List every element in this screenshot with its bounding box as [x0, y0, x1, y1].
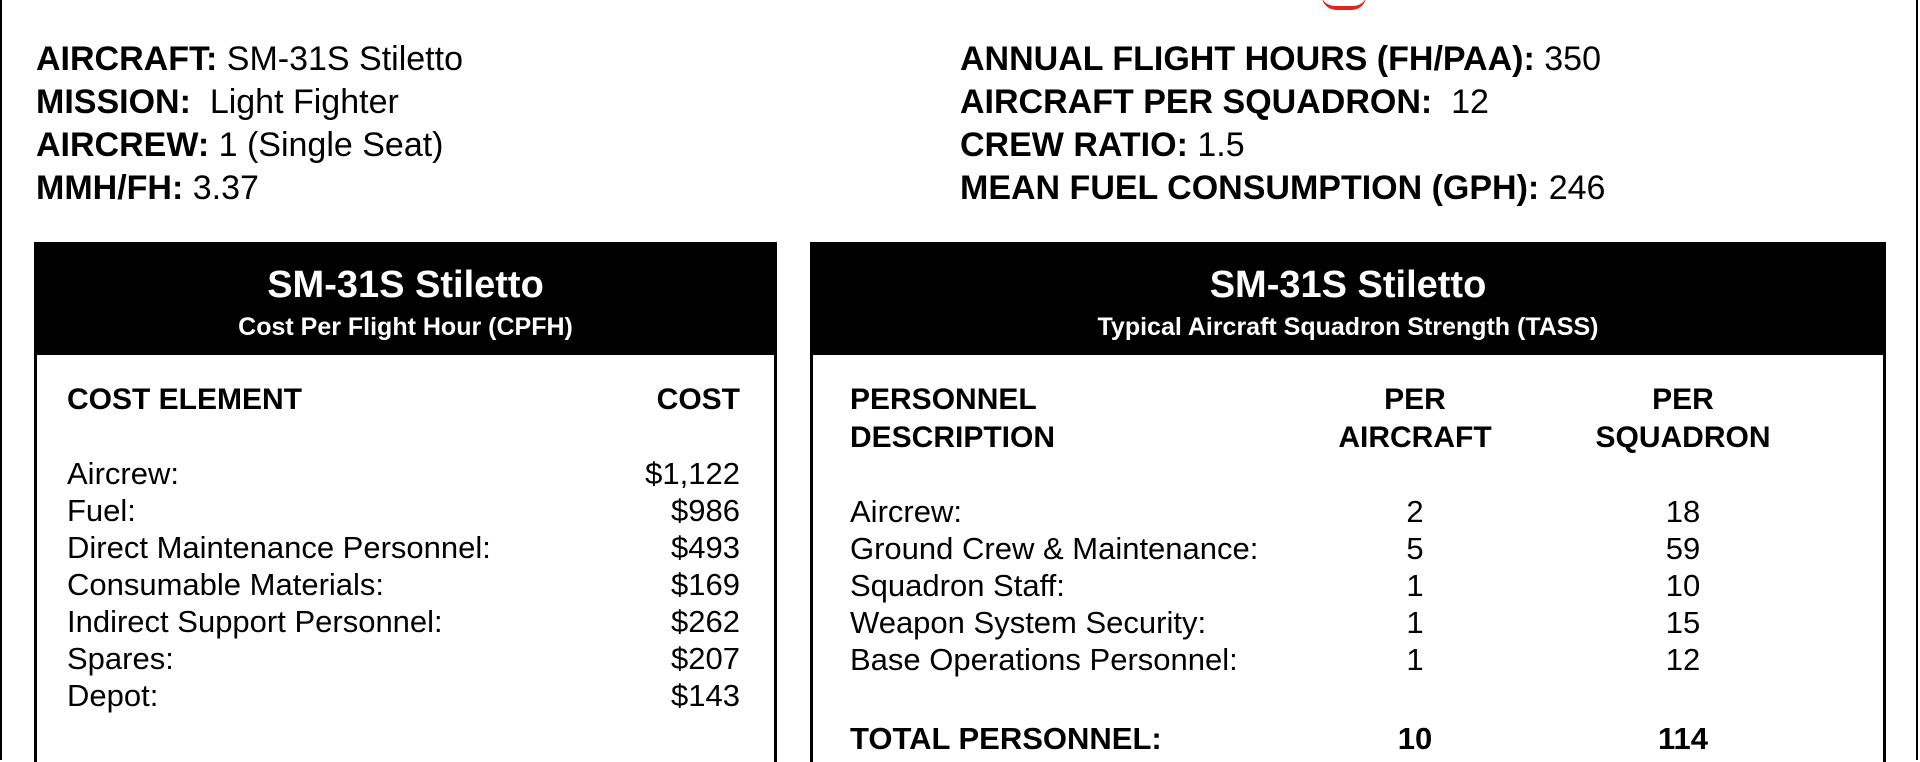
per-aircraft-value: 1	[1406, 642, 1424, 677]
cost-value: $207	[671, 641, 740, 676]
per-aircraft-value: 1	[1406, 568, 1424, 603]
per-aircraft-value: 1	[1406, 605, 1424, 640]
cpfh-rows	[67, 455, 740, 714]
per-aircraft-value: 2	[1406, 494, 1424, 529]
spec-annual-flight-hours: ANNUAL FLIGHT HOURS (FH/PAA): 350	[960, 40, 1601, 78]
table-row	[67, 529, 740, 566]
tass-column-header-description: PERSONNEL DESCRIPTION	[850, 383, 1056, 454]
personnel-description: Ground Crew & Maintenance:	[850, 531, 1259, 566]
tass-column-header-per-aircraft: PER AIRCRAFT	[1338, 383, 1492, 454]
cpfh-header	[37, 245, 774, 355]
spec-aircrew: AIRCREW: 1 (Single Seat)	[36, 126, 444, 164]
spec-mission: MISSION: Light Fighter	[36, 83, 399, 121]
cost-element-label: Indirect Support Personnel:	[67, 604, 443, 639]
personnel-description: Squadron Staff:	[850, 568, 1065, 603]
cost-value: $169	[671, 567, 740, 602]
specs-left	[36, 38, 463, 210]
cost-element-label: Consumable Materials:	[67, 567, 385, 602]
total-per-aircraft: 10	[1397, 721, 1433, 756]
cost-value: $493	[671, 530, 740, 565]
per-squadron-value: 18	[1665, 494, 1701, 529]
per-squadron-value: 10	[1665, 568, 1701, 603]
personnel-description: Aircrew:	[850, 494, 962, 529]
spec-mmh-fh: MMH/FH: 3.37	[36, 169, 259, 207]
spec-aircraft-per-squadron: AIRCRAFT PER SQUADRON: 12	[960, 83, 1489, 121]
table-row	[67, 492, 740, 529]
per-squadron-value: 12	[1665, 642, 1701, 677]
total-per-squadron: 114	[1657, 721, 1708, 756]
cost-value: $143	[671, 678, 740, 713]
total-label: TOTAL PERSONNEL:	[850, 721, 1162, 756]
cost-element-label: Spares:	[67, 641, 174, 676]
cpfh-subtitle: Cost Per Flight Hour (CPFH)	[238, 313, 573, 341]
table-row	[850, 604, 1883, 641]
tass-header	[813, 245, 1883, 355]
table-row	[67, 640, 740, 677]
tass-title: SM-31S Stiletto	[1209, 264, 1487, 306]
table-row	[850, 493, 1883, 530]
spec-aircraft: AIRCRAFT: SM-31S Stiletto	[36, 40, 463, 78]
table-row	[850, 530, 1883, 567]
cost-element-label: Fuel:	[67, 493, 136, 528]
cpfh-column-header-element: COST ELEMENT	[67, 383, 303, 416]
tass-column-header-per-squadron: PER SQUADRON	[1595, 383, 1771, 454]
spec-crew-ratio: CREW RATIO: 1.5	[960, 126, 1245, 164]
table-row	[67, 566, 740, 603]
per-squadron-value: 15	[1665, 605, 1701, 640]
tass-panel	[810, 242, 1886, 762]
cpfh-title: SM-31S Stiletto	[267, 264, 544, 306]
tass-total-row	[850, 719, 1883, 759]
table-row	[850, 641, 1883, 678]
tass-rows	[850, 493, 1883, 678]
table-row	[67, 603, 740, 640]
personnel-description: Base Operations Personnel:	[850, 642, 1238, 677]
cpfh-column-header-cost: COST	[656, 383, 740, 416]
per-aircraft-value: 5	[1406, 531, 1424, 566]
specs-right	[960, 38, 1605, 210]
table-row	[850, 567, 1883, 604]
spec-mean-fuel-consumption: MEAN FUEL CONSUMPTION (GPH): 246	[960, 169, 1606, 207]
table-row	[67, 677, 740, 714]
cost-element-label: Depot:	[67, 678, 159, 713]
cost-element-label: Aircrew:	[67, 456, 179, 491]
cost-value: $986	[671, 493, 740, 528]
per-squadron-value: 59	[1665, 531, 1701, 566]
cost-value: $262	[671, 604, 740, 639]
cost-element-label: Direct Maintenance Personnel:	[67, 530, 491, 565]
tass-subtitle: Typical Aircraft Squadron Strength (TASS)	[1097, 313, 1599, 341]
table-row	[67, 455, 740, 492]
cpfh-panel	[34, 242, 777, 762]
cost-value: $1,122	[645, 456, 740, 491]
personnel-description: Weapon System Security:	[850, 605, 1207, 640]
